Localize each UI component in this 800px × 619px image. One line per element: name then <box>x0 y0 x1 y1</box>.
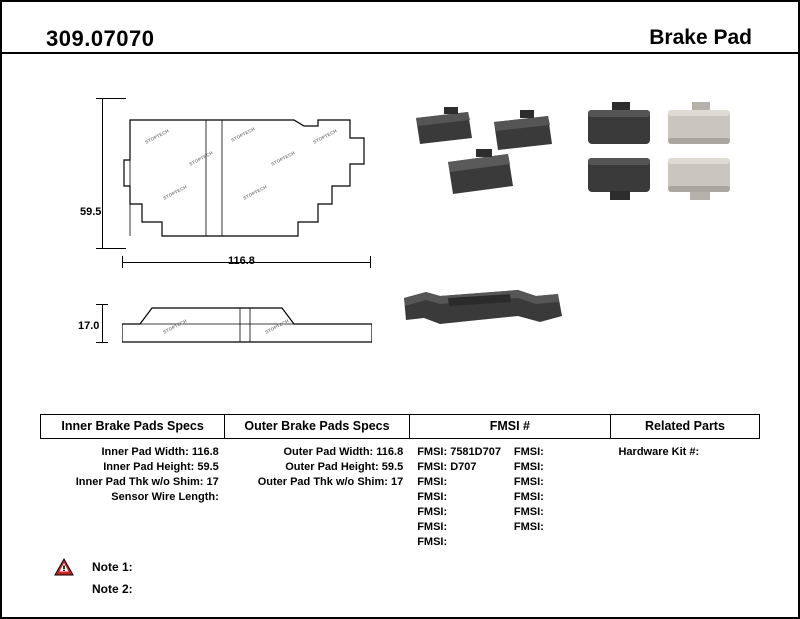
inner-pad-thickness-value: 17 <box>206 476 219 488</box>
dimension-thickness-label: 17.0 <box>78 320 100 332</box>
dimension-thickness-tick-top <box>96 304 108 305</box>
outer-specs-cell <box>225 439 409 551</box>
sensor-wire-length <box>41 490 225 505</box>
note-row-1 <box>54 556 133 578</box>
inner-pad-height-label: Inner Pad Height: <box>103 461 195 473</box>
dimension-width-label: 116.8 <box>228 255 255 267</box>
inner-pad-height-value: 59.5 <box>197 461 219 473</box>
part-number: 309.07070 <box>46 26 155 51</box>
inner-pad-width <box>41 445 225 460</box>
pad-front-view <box>122 116 370 228</box>
fmsi-entry: FMSI: <box>417 536 448 548</box>
page-title: Brake Pad <box>649 26 752 49</box>
fmsi-entry: FMSI: <box>513 506 544 518</box>
inner-pad-thickness-label: Inner Pad Thk w/o Shim: <box>75 476 204 488</box>
table-header-outer: Outer Brake Pads Specs <box>225 415 409 439</box>
table-header-fmsi: FMSI # <box>409 415 610 439</box>
outer-pad-width-label: Outer Pad Width: <box>283 446 374 458</box>
outer-pad-thickness <box>225 475 409 490</box>
outer-pad-thickness-label: Outer Pad Thk w/o Shim: <box>257 476 388 488</box>
table-header-related: Related Parts <box>610 415 759 439</box>
outer-pad-height <box>225 460 409 475</box>
table-body-row <box>41 439 760 551</box>
drawing-area <box>2 54 798 394</box>
table-header-inner: Inner Brake Pads Specs <box>41 415 225 439</box>
outer-pad-height-label: Outer Pad Height: <box>285 461 379 473</box>
table-header-row <box>41 415 760 439</box>
watermark-text: STOPTECH <box>264 318 290 335</box>
fmsi-entry: FMSI: <box>513 461 544 473</box>
fmsi-entry: FMSI: <box>417 521 448 533</box>
fmsi-entry: FMSI: D707 <box>417 461 477 473</box>
inner-specs-cell <box>41 439 225 551</box>
spec-table <box>40 414 760 550</box>
watermark-text: STOPTECH <box>162 318 188 335</box>
watermark-text: STOPTECH <box>144 128 170 145</box>
inner-pad-thickness <box>41 475 225 490</box>
hardware-kit-label: Hardware Kit #: <box>618 446 700 458</box>
watermark-text: STOPTECH <box>162 184 188 201</box>
outer-pad-height-value: 59.5 <box>381 461 404 473</box>
inner-pad-width-value: 116.8 <box>191 446 219 458</box>
note-2-label: Note 2: <box>92 582 133 596</box>
outer-pad-width <box>225 445 409 460</box>
dimension-thickness-line <box>102 304 103 342</box>
fmsi-column-right <box>514 445 611 550</box>
notes-section <box>54 556 133 600</box>
pad-photo-single <box>400 282 570 342</box>
pad-photo-cluster-right <box>582 96 742 206</box>
outer-pad-width-value: 116.8 <box>376 446 404 458</box>
fmsi-entry: FMSI: <box>417 491 448 503</box>
fmsi-entry: FMSI: <box>417 506 448 518</box>
dimension-height-label: 59.5 <box>80 206 102 218</box>
fmsi-entry: FMSI: <box>417 476 448 488</box>
watermark-text: STOPTECH <box>188 150 214 167</box>
watermark-text: STOPTECH <box>270 150 296 167</box>
page-header <box>2 2 798 54</box>
pad-side-view <box>122 302 372 352</box>
watermark-text: STOPTECH <box>242 184 268 201</box>
fmsi-column-left <box>417 445 514 550</box>
fmsi-entry: FMSI: 7581D707 <box>417 446 501 458</box>
inner-pad-width-label: Inner Pad Width: <box>101 446 189 458</box>
dimension-ext-top <box>102 98 126 99</box>
watermark-text: STOPTECH <box>312 128 338 145</box>
dimension-height-line <box>102 98 103 248</box>
sensor-wire-length-label: Sensor Wire Length: <box>111 491 219 503</box>
outer-pad-thickness-value: 17 <box>390 476 404 488</box>
pad-photo-cluster-left <box>402 104 562 214</box>
dimension-thickness-tick-bottom <box>96 342 108 343</box>
fmsi-entry: FMSI: <box>513 521 544 533</box>
fmsi-entry: FMSI: <box>513 476 544 488</box>
watermark-text: STOPTECH <box>230 126 256 143</box>
note-1-label: Note 1: <box>92 560 133 574</box>
fmsi-entry: FMSI: <box>513 491 544 503</box>
related-parts-cell <box>610 439 759 551</box>
fmsi-entry: FMSI: <box>513 446 544 458</box>
fmsi-cell <box>409 439 610 551</box>
note-row-2 <box>54 578 133 600</box>
inner-pad-height <box>41 460 225 475</box>
